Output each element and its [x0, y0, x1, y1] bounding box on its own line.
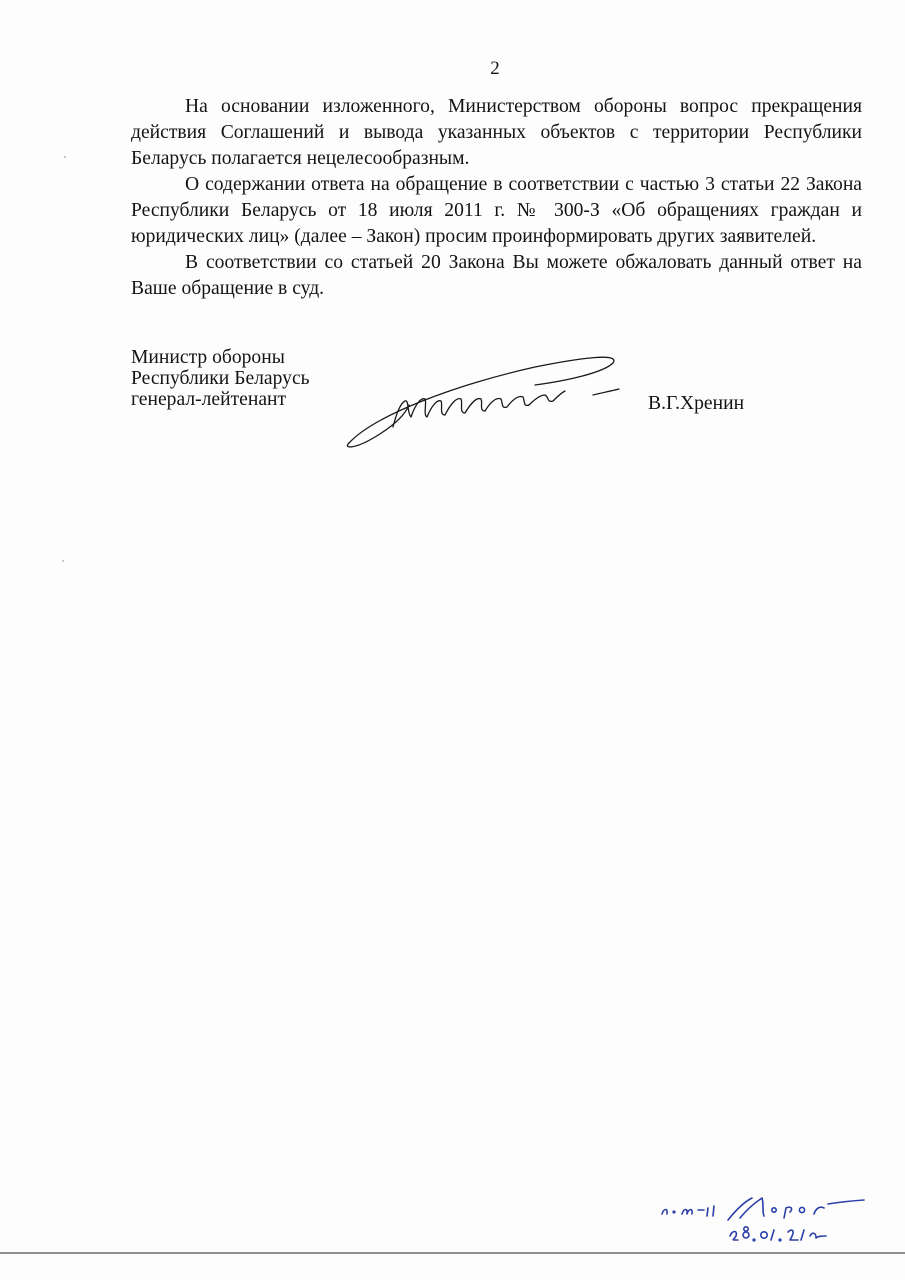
signatory-title-line-2: Республики Беларусь — [131, 368, 310, 389]
handwritten-signature — [335, 345, 635, 455]
signatory-name: В.Г.Хренин — [648, 393, 745, 414]
body-paragraph-1: На основании изложенного, Министерством обороны вопрос прекращения действия Соглашений и вывода указанных объектов с территории Республики Беларусь полагается нецелесообразным. — [131, 96, 862, 169]
footer-divider — [0, 1252, 905, 1254]
signatory-title-line-1: Министр обороны — [131, 347, 285, 368]
signatory-title — [131, 347, 310, 410]
page-number: 2 — [490, 58, 500, 79]
signatory-title-line-3: генерал-лейтенант — [131, 389, 287, 410]
body-paragraph-3: В соответствии со статьей 20 Закона Вы можете обжаловать данный ответ на Ваше обращение в суд. — [131, 252, 862, 299]
letter-body — [131, 94, 862, 302]
handwritten-registration-note — [650, 1194, 870, 1246]
scan-speck — [64, 156, 66, 158]
scan-speck — [62, 560, 64, 562]
body-paragraph-2: О содержании ответа на обращение в соответствии с частью 3 статьи 22 Закона Республики Беларусь от 18 июля 2011 г. № 300-З «Об обращениях граждан и юридических лиц» (далее – Закон) просим проинформировать других заявителей. — [131, 174, 862, 247]
